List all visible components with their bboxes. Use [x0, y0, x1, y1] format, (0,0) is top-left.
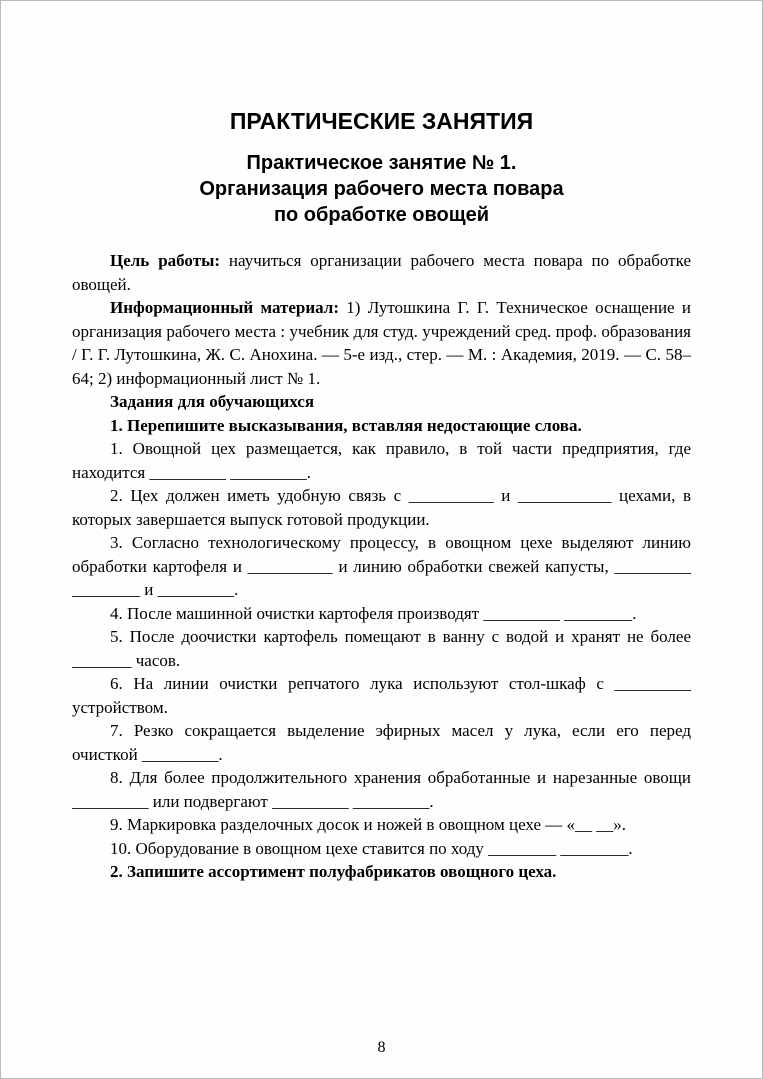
task-1-item-3: 3. Согласно технологическому процессу, в овощном цехе выделяют линию обработки картофеля и __________ и линию обработки свежей капусты, _________ ________ и _________. [72, 533, 691, 599]
task-1-item-9: 9. Маркировка разделочных досок и ножей в овощном цехе — «__ __». [110, 815, 627, 834]
page-number: 8 [377, 1039, 386, 1056]
task-2-title: 2. Запишите ассортимент полуфабрикатов овощного цеха. [110, 862, 557, 881]
task-1-item-10: 10. Оборудование в овощном цехе ставится по ходу ________ ________. [110, 838, 633, 858]
lesson-title-line1: Практическое занятие № 1. [246, 152, 517, 174]
lesson-title-line3: по обработке овощей [273, 204, 490, 226]
goal-paragraph [72, 249, 691, 296]
task-1-item-1: 1. Овощной цех размещается, как правило, в той части предприятия, где находится _________ _________. [72, 439, 691, 482]
document-title: ПРАКТИЧЕСКИЕ ЗАНЯТИЯ [229, 108, 534, 134]
lesson-title-line2: Организация рабочего места повара [199, 178, 564, 200]
task-1-item-8: 8. Для более продолжительного хранения обработанные и нарезанные овощи _________ или подвергают _________ _________. [72, 768, 691, 811]
task-1-item-5: 5. После доочистки картофель помещают в ванну с водой и хранят не более _______ часов. [72, 627, 691, 670]
task-1-item-6: 6. На линии очистки репчатого лука используют стол-шкаф с _________ устройством. [72, 674, 691, 717]
goal-text: научиться организации рабочего места повара по обработке овощей. [72, 251, 691, 294]
materials-paragraph [72, 296, 691, 390]
task-1-item-4: 4. После машинной очистки картофеля производят _________ ________. [110, 603, 637, 623]
task-1-title: 1. Перепишите высказывания, вставляя недостающие слова. [110, 415, 582, 435]
materials-text: 1) Лутошкина Г. Г. Техническое оснащение и организация рабочего места : учебник для студ. учреждений сред. проф. образования / Г. Г. Лутошкина, Ж. С. Анохина. — 5-е изд., стер. — М. : Академия, 2019. — С. 58–64; 2) информационный лист № 1. [72, 298, 691, 388]
task-1-item-2: 2. Цех должен иметь удобную связь с __________ и ___________ цехами, в которых завершается выпуск готовой продукции. [72, 486, 691, 529]
materials-label: Информационный материал: [110, 298, 339, 317]
tasks-heading: Задания для обучающихся [110, 392, 315, 411]
task-1-item-7: 7. Резко сокращается выделение эфирных масел у лука, если его перед очисткой _________. [72, 721, 691, 764]
goal-label: Цель работы: [110, 251, 220, 270]
lesson-title [72, 150, 691, 228]
